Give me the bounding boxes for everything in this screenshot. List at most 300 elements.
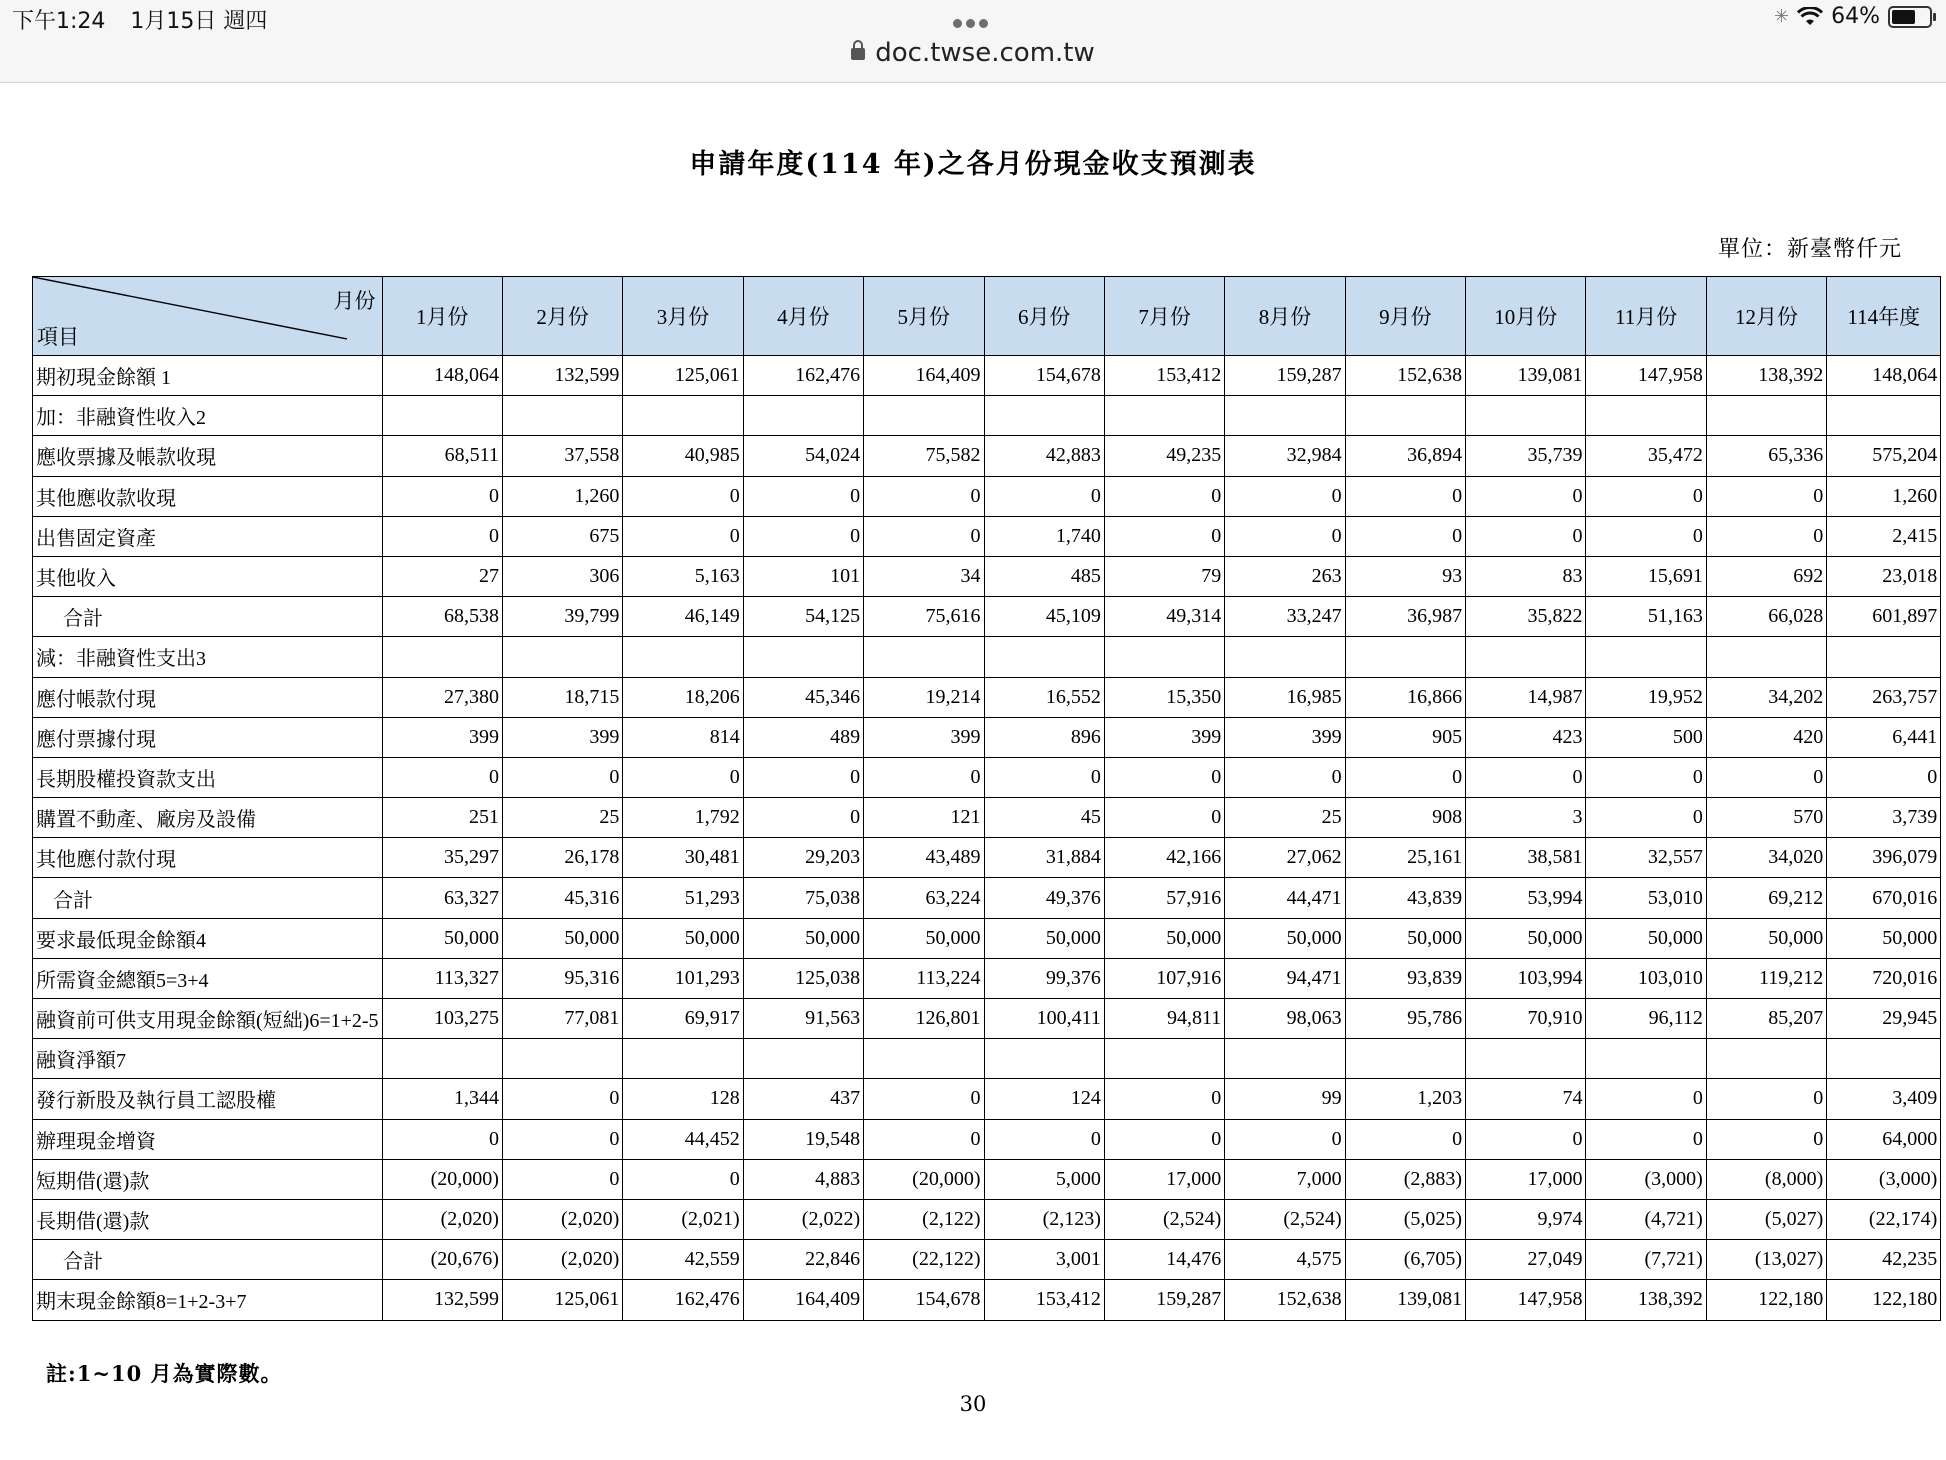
column-header: 114年度 [1827,277,1941,356]
value-cell: (22,174) [1827,1199,1941,1239]
column-header: 4月份 [743,277,863,356]
status-and-address-bar [0,0,1946,83]
value-cell: (6,705) [1345,1240,1465,1280]
value-cell: (5,027) [1706,1199,1826,1239]
value-cell: 3 [1466,798,1586,838]
row-label: 其他應付款付現 [33,838,383,878]
value-cell: 77,081 [502,999,622,1039]
value-cell: 34,202 [1706,677,1826,717]
value-cell: 0 [1345,757,1465,797]
value-cell: 0 [1706,1119,1826,1159]
value-cell: 0 [864,1119,984,1159]
value-cell: 74 [1466,1079,1586,1119]
row-label: 加：非融資性收入2 [33,396,383,436]
value-cell: 0 [382,1119,502,1159]
value-cell: 0 [502,1119,622,1159]
value-cell: 0 [1345,476,1465,516]
value-cell: 125,061 [623,356,743,396]
value-cell: 94,471 [1225,958,1345,998]
value-cell: 3,001 [984,1240,1104,1280]
value-cell: 0 [623,1159,743,1199]
value-cell: 53,994 [1466,878,1586,918]
value-cell [984,1039,1104,1079]
value-cell: 85,207 [1706,999,1826,1039]
column-header: 3月份 [623,277,743,356]
multitasking-dots-icon[interactable] [953,13,993,23]
value-cell: 50,000 [502,918,622,958]
value-cell: (2,883) [1345,1159,1465,1199]
value-cell: 5,163 [623,556,743,596]
value-cell: 101 [743,556,863,596]
value-cell: 51,163 [1586,597,1706,637]
value-cell: 30,481 [623,838,743,878]
value-cell: 908 [1345,798,1465,838]
row-label: 減：非融資性支出3 [33,637,383,677]
table-row [33,878,1941,918]
value-cell: 50,000 [623,918,743,958]
value-cell: 75,038 [743,878,863,918]
value-cell [864,396,984,436]
row-label: 合計 [33,1240,383,1280]
value-cell: 152,638 [1225,1280,1345,1320]
value-cell: 45 [984,798,1104,838]
value-cell: 50,000 [1345,918,1465,958]
value-cell: 27,062 [1225,838,1345,878]
column-header: 10月份 [1466,277,1586,356]
value-cell: 570 [1706,798,1826,838]
value-cell: 107,916 [1104,958,1224,998]
value-cell [1225,1039,1345,1079]
row-label: 辦理現金增資 [33,1119,383,1159]
value-cell [1345,1039,1465,1079]
value-cell: 139,081 [1466,356,1586,396]
value-cell: (13,027) [1706,1240,1826,1280]
value-cell: 42,559 [623,1240,743,1280]
value-cell: 25,161 [1345,838,1465,878]
column-header: 7月份 [1104,277,1224,356]
value-cell: 0 [1586,476,1706,516]
value-cell [1225,637,1345,677]
value-cell: 49,235 [1104,436,1224,476]
value-cell: 0 [864,516,984,556]
value-cell: 37,558 [502,436,622,476]
table-row [33,436,1941,476]
table-row [33,637,1941,677]
value-cell: 119,212 [1706,958,1826,998]
value-cell: 31,884 [984,838,1104,878]
value-cell: 54,024 [743,436,863,476]
cash-forecast-table [32,276,1941,1321]
value-cell: 14,476 [1104,1240,1224,1280]
value-cell: 148,064 [1827,356,1941,396]
value-cell: (2,020) [502,1240,622,1280]
value-cell: (20,676) [382,1240,502,1280]
table-row [33,717,1941,757]
value-cell: 66,028 [1706,597,1826,637]
value-cell [1466,637,1586,677]
row-label: 應付票據付現 [33,717,383,757]
value-cell: 40,985 [623,436,743,476]
value-cell: 159,287 [1225,356,1345,396]
value-cell: 0 [382,516,502,556]
value-cell: 0 [864,1079,984,1119]
value-cell: 69,917 [623,999,743,1039]
value-cell: 35,739 [1466,436,1586,476]
value-cell: 0 [1586,757,1706,797]
value-cell: 720,016 [1827,958,1941,998]
column-header: 2月份 [502,277,622,356]
value-cell: 50,000 [984,918,1104,958]
value-cell: 16,985 [1225,677,1345,717]
value-cell [1827,396,1941,436]
value-cell: 5,000 [984,1159,1104,1199]
value-cell: 814 [623,717,743,757]
value-cell [1586,396,1706,436]
value-cell: 94,811 [1104,999,1224,1039]
row-label: 融資淨額7 [33,1039,383,1079]
value-cell: 50,000 [382,918,502,958]
value-cell: 45,346 [743,677,863,717]
value-cell: 36,987 [1345,597,1465,637]
table-row [33,1159,1941,1199]
value-cell: 50,000 [1225,918,1345,958]
value-cell: 19,952 [1586,677,1706,717]
value-cell: 65,336 [1706,436,1826,476]
value-cell: (2,524) [1104,1199,1224,1239]
value-cell [1827,637,1941,677]
value-cell: 263,757 [1827,677,1941,717]
value-cell: 15,691 [1586,556,1706,596]
value-cell: 17,000 [1104,1159,1224,1199]
row-label: 應收票據及帳款收現 [33,436,383,476]
value-cell: 16,866 [1345,677,1465,717]
value-cell: 42,883 [984,436,1104,476]
value-cell: 36,894 [1345,436,1465,476]
value-cell: 159,287 [1104,1280,1224,1320]
value-cell: 6,441 [1827,717,1941,757]
value-cell: 0 [1466,476,1586,516]
value-cell: 3,739 [1827,798,1941,838]
value-cell: 147,958 [1586,356,1706,396]
battery-percent: 64% [1831,4,1880,29]
value-cell: 83 [1466,556,1586,596]
value-cell: 0 [1586,516,1706,556]
value-cell: 1,260 [1827,476,1941,516]
row-label: 發行新股及執行員工認股權 [33,1079,383,1119]
value-cell: 44,452 [623,1119,743,1159]
status-time-date [12,4,267,35]
value-cell: 399 [1225,717,1345,757]
value-cell [1706,637,1826,677]
value-cell: 64,000 [1827,1119,1941,1159]
table-row [33,999,1941,1039]
value-cell: (3,000) [1586,1159,1706,1199]
table-row [33,597,1941,637]
value-cell: 500 [1586,717,1706,757]
value-cell [743,1039,863,1079]
value-cell: 399 [502,717,622,757]
value-cell [623,1039,743,1079]
value-cell: 34,020 [1706,838,1826,878]
value-cell: 35,297 [382,838,502,878]
value-cell [1706,396,1826,436]
value-cell: 27,380 [382,677,502,717]
row-label: 應付帳款付現 [33,677,383,717]
value-cell: 0 [1706,757,1826,797]
value-cell: 0 [1104,516,1224,556]
header-corner-cell [33,277,383,356]
value-cell: (2,524) [1225,1199,1345,1239]
value-cell: 18,715 [502,677,622,717]
value-cell: 905 [1345,717,1465,757]
row-label: 長期借(還)款 [33,1199,383,1239]
value-cell: 164,409 [864,356,984,396]
value-cell: 25 [1225,798,1345,838]
value-cell: 25 [502,798,622,838]
table-header-row [33,277,1941,356]
row-label: 合計 [33,597,383,637]
value-cell: 0 [984,476,1104,516]
value-cell: 0 [864,757,984,797]
value-cell: 0 [1104,798,1224,838]
value-cell [864,637,984,677]
value-cell: (5,025) [1345,1199,1465,1239]
value-cell: (2,122) [864,1199,984,1239]
value-cell: 0 [743,516,863,556]
value-cell: 0 [1104,757,1224,797]
page-number: 30 [959,1392,987,1416]
value-cell: 95,786 [1345,999,1465,1039]
table-row [33,1079,1941,1119]
lock-icon [851,48,865,60]
value-cell [1104,1039,1224,1079]
value-cell [1466,396,1586,436]
value-cell: 0 [1104,1119,1224,1159]
value-cell: 0 [1706,1079,1826,1119]
value-cell: 138,392 [1706,356,1826,396]
value-cell: 128 [623,1079,743,1119]
value-cell: 122,180 [1706,1280,1826,1320]
value-cell [1706,1039,1826,1079]
value-cell: 103,994 [1466,958,1586,998]
table-row [33,1280,1941,1320]
value-cell: 33,247 [1225,597,1345,637]
value-cell: 0 [502,757,622,797]
table-row [33,1039,1941,1079]
value-cell: 53,010 [1586,878,1706,918]
value-cell: 152,638 [1345,356,1465,396]
value-cell: 113,224 [864,958,984,998]
value-cell: 154,678 [864,1280,984,1320]
value-cell: (4,721) [1586,1199,1706,1239]
wifi-icon [1797,7,1823,27]
value-cell: 19,548 [743,1119,863,1159]
value-cell: (2,022) [743,1199,863,1239]
value-cell: 1,792 [623,798,743,838]
value-cell: 0 [1466,757,1586,797]
value-cell: 2,415 [1827,516,1941,556]
value-cell: 4,883 [743,1159,863,1199]
table-row [33,396,1941,436]
value-cell [502,637,622,677]
value-cell: 0 [382,476,502,516]
value-cell: 125,038 [743,958,863,998]
value-cell: 43,489 [864,838,984,878]
value-cell: 0 [1466,516,1586,556]
value-cell: 19,214 [864,677,984,717]
row-label: 期初現金餘額 1 [33,356,383,396]
value-cell: 44,471 [1225,878,1345,918]
value-cell: 1,203 [1345,1079,1465,1119]
value-cell: 0 [1586,798,1706,838]
header-month-label: 月份 [333,289,376,313]
value-cell: 0 [1466,1119,1586,1159]
row-label: 所需資金總額5=3+4 [33,958,383,998]
address-bar[interactable] [0,38,1946,68]
value-cell: 121 [864,798,984,838]
value-cell: 148,064 [382,356,502,396]
row-label: 長期股權投資款支出 [33,757,383,797]
table-row [33,757,1941,797]
value-cell: 50,000 [1586,918,1706,958]
header-item-label: 項目 [37,325,79,349]
value-cell: 27,049 [1466,1240,1586,1280]
footnote: 註:1~10 月為實際數。 [46,1361,283,1386]
value-cell: 0 [1586,1079,1706,1119]
value-cell: 75,616 [864,597,984,637]
table-row [33,1240,1941,1280]
column-header: 12月份 [1706,277,1826,356]
value-cell [623,637,743,677]
value-cell: 399 [864,717,984,757]
status-indicators [1774,4,1932,29]
value-cell [1345,396,1465,436]
value-cell: 399 [382,717,502,757]
value-cell: 139,081 [1345,1280,1465,1320]
unit-label: 單位：新臺幣仟元 [1717,237,1902,262]
value-cell [743,396,863,436]
value-cell: 263 [1225,556,1345,596]
value-cell [1586,637,1706,677]
value-cell: 0 [743,757,863,797]
value-cell: 670,016 [1827,878,1941,918]
row-label: 期末現金餘額8=1+2-3+7 [33,1280,383,1320]
value-cell: 420 [1706,717,1826,757]
row-label: 出售固定資產 [33,516,383,556]
value-cell: (8,000) [1706,1159,1826,1199]
value-cell: 68,511 [382,436,502,476]
value-cell: 63,224 [864,878,984,918]
value-cell: 91,563 [743,999,863,1039]
value-cell [1104,396,1224,436]
table-row [33,958,1941,998]
value-cell: 99 [1225,1079,1345,1119]
value-cell: 35,472 [1586,436,1706,476]
value-cell: 75,582 [864,436,984,476]
value-cell: 50,000 [864,918,984,958]
column-header: 11月份 [1586,277,1706,356]
value-cell: 57,916 [1104,878,1224,918]
column-header: 5月份 [864,277,984,356]
value-cell: 22,846 [743,1240,863,1280]
value-cell: 0 [623,757,743,797]
value-cell: 122,180 [1827,1280,1941,1320]
value-cell: (3,000) [1827,1159,1941,1199]
value-cell: 42,235 [1827,1240,1941,1280]
column-header: 1月份 [382,277,502,356]
value-cell: 154,678 [984,356,1104,396]
value-cell: 399 [1104,717,1224,757]
value-cell [1586,1039,1706,1079]
value-cell: 29,203 [743,838,863,878]
value-cell: 63,327 [382,878,502,918]
value-cell: 0 [1706,476,1826,516]
value-cell: 50,000 [1706,918,1826,958]
value-cell [502,396,622,436]
value-cell: 489 [743,717,863,757]
value-cell: 101,293 [623,958,743,998]
value-cell: 29,945 [1827,999,1941,1039]
value-cell: 103,010 [1586,958,1706,998]
row-label: 短期借(還)款 [33,1159,383,1199]
value-cell: 16,552 [984,677,1104,717]
value-cell: 575,204 [1827,436,1941,476]
value-cell: 0 [1104,1079,1224,1119]
value-cell: 45,316 [502,878,622,918]
value-cell: 49,314 [1104,597,1224,637]
value-cell: 100,411 [984,999,1104,1039]
value-cell: 99,376 [984,958,1104,998]
value-cell: 0 [864,476,984,516]
value-cell: (20,000) [864,1159,984,1199]
value-cell [984,637,1104,677]
value-cell: 0 [743,476,863,516]
value-cell: 42,166 [1104,838,1224,878]
value-cell: 0 [1586,1119,1706,1159]
loading-spinner-icon: ✳ [1774,6,1790,27]
value-cell: 0 [984,757,1104,797]
value-cell [623,396,743,436]
value-cell [1225,396,1345,436]
value-cell: 9,974 [1466,1199,1586,1239]
value-cell: (2,020) [382,1199,502,1239]
value-cell: 32,984 [1225,436,1345,476]
value-cell: 0 [1706,516,1826,556]
value-cell [864,1039,984,1079]
value-cell: 4,575 [1225,1240,1345,1280]
value-cell [502,1039,622,1079]
value-cell: 0 [382,757,502,797]
table-row [33,356,1941,396]
value-cell: 49,376 [984,878,1104,918]
value-cell: 96,112 [1586,999,1706,1039]
value-cell: 251 [382,798,502,838]
table-row [33,798,1941,838]
value-cell [1345,637,1465,677]
row-label: 其他收入 [33,556,383,596]
value-cell: 38,581 [1466,838,1586,878]
value-cell: 98,063 [1225,999,1345,1039]
value-cell: 0 [1345,516,1465,556]
table-row [33,838,1941,878]
battery-icon [1888,6,1932,28]
value-cell: 1,344 [382,1079,502,1119]
value-cell: 0 [1225,1119,1345,1159]
value-cell: 95,316 [502,958,622,998]
value-cell: 93,839 [1345,958,1465,998]
value-cell: 46,149 [623,597,743,637]
value-cell: 138,392 [1586,1280,1706,1320]
